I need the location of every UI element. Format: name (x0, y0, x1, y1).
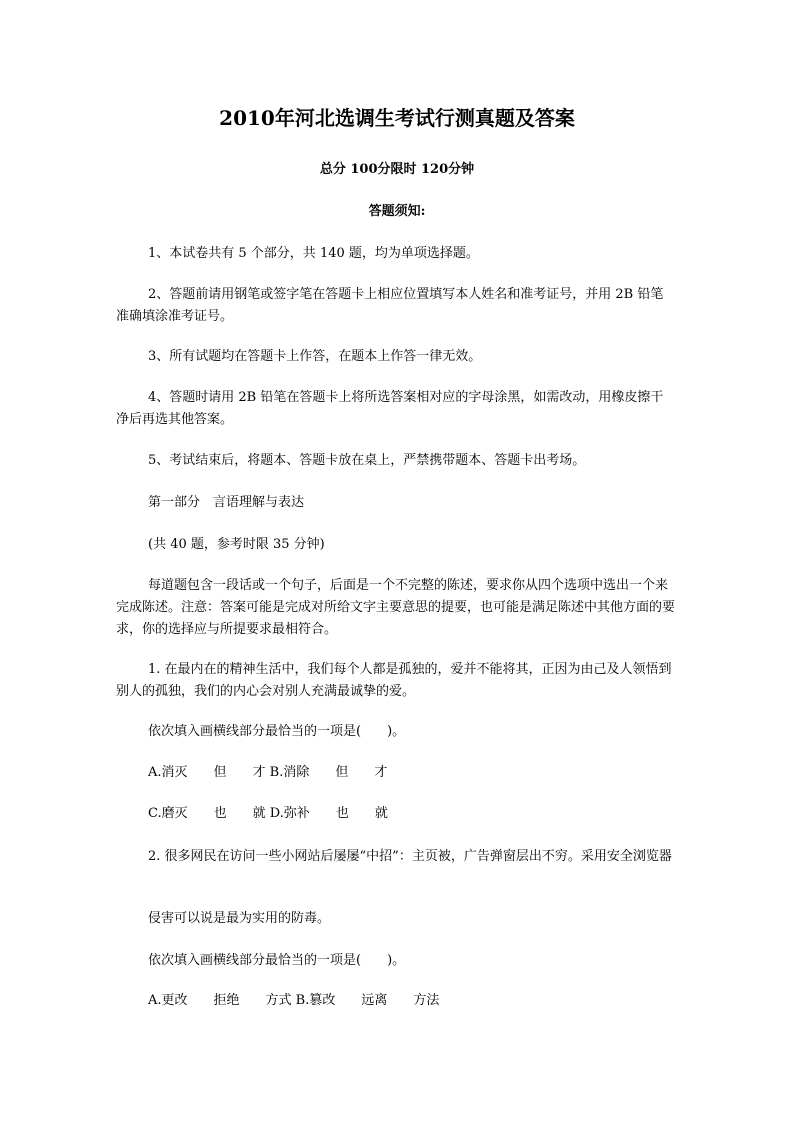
section-instructions: 每道题包含一段话或一个句子，后面是一个不完整的陈述，要求你从四个选项中选出一个来完成陈述。注意：答案可能是完成对所给文字主要意思的提要，也可能是满足陈述中其他方面的要求，你的选择应与所提要求最相符合。 (116, 578, 676, 637)
notice-item-5: 5、考试结束后，将题本、答题卡放在桌上，严禁携带题本、答题卡出考场。 (148, 453, 586, 468)
notice-item-1: 1、本试卷共有 5 个部分，共 140 题，均为单项选择题。 (148, 246, 479, 261)
notice-heading: 答题须知: (368, 204, 426, 219)
section-heading: 第一部分 言语理解与表达 (148, 495, 305, 510)
question-1-options-row-1: A.消灭 但 才 B.消除 但 才 (148, 765, 388, 780)
score-time-line: 总分 100分限时 120分钟 (319, 162, 475, 177)
notice-item-2: 2、答题前请用钢笔或签字笔在答题卡上相应位置填写本人姓名和准考证号，并用 2B 铅笔准确填涂准考证号。 (116, 287, 664, 324)
question-2-continuation: 侵害可以说是最为实用的防毒。 (148, 911, 331, 926)
question-1-options-row-2: C.磨灭 也 就 D.弥补 也 就 (148, 806, 388, 821)
question-1-stem: 1. 在最内在的精神生活中，我们每个人都是孤独的，爱并不能将其，正因为由己及人领悟到别人的孤独，我们的内心会对别人充满最诚挚的爱。 (116, 662, 672, 699)
question-1-prompt: 依次填入画横线部分最恰当的一项是( )。 (148, 724, 406, 739)
question-2-options-row-1: A.更改 拒绝 方式 B.篡改 远离 方法 (148, 993, 440, 1008)
question-2-stem: 2. 很多网民在访问一些小网站后屡屡“中招”：主页被，广告弹窗层出不穷。采用安全浏览器 (148, 849, 672, 864)
notice-item-3: 3、所有试题均在答题卡上作答，在题本上作答一律无效。 (148, 349, 482, 364)
document-title: 2010年河北选调生考试行测真题及答案 (219, 106, 575, 130)
notice-item-4: 4、答题时请用 2B 铅笔在答题卡上将所选答案相对应的字母涂黑，如需改动，用橡皮擦干净后再选其他答案。 (116, 390, 664, 427)
section-time-note: (共 40 题，参考时限 35 分钟) (148, 537, 325, 552)
question-2-prompt: 依次填入画横线部分最恰当的一项是( )。 (148, 953, 406, 968)
